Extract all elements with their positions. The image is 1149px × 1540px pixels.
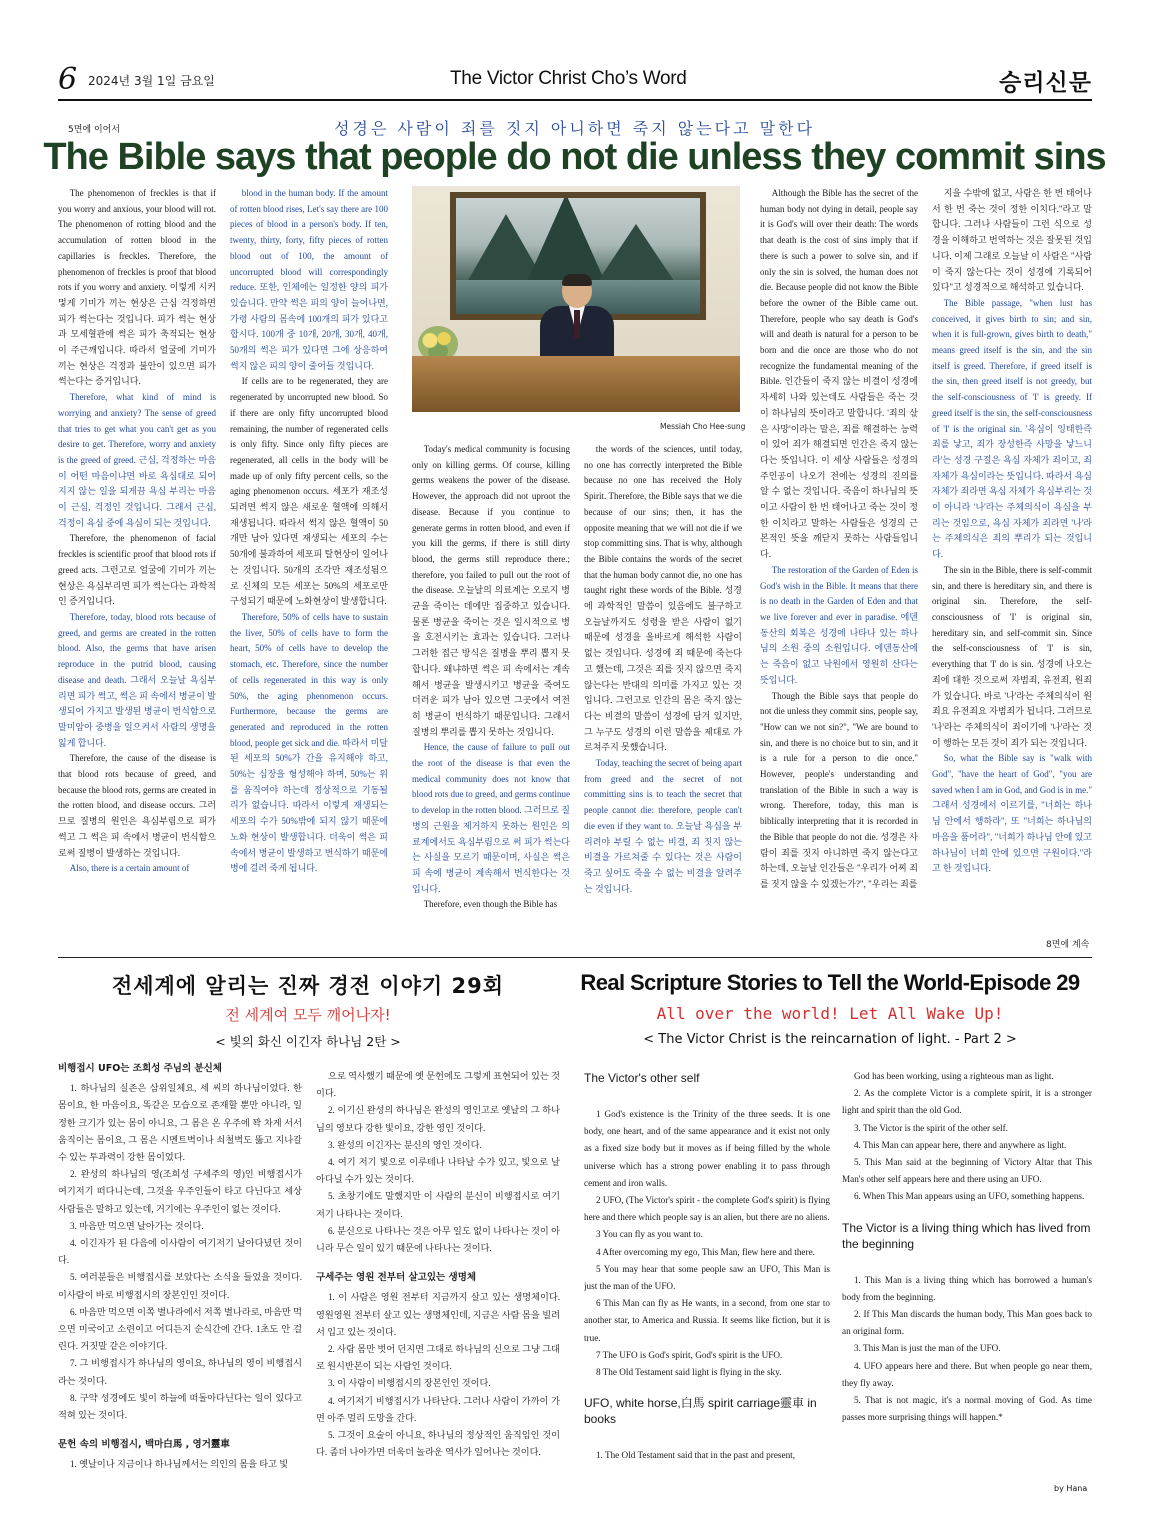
- series-paragraph: 4 After overcoming my ego, This Man, flew here and there.: [595, 1246, 815, 1257]
- article-paragraph: The Bible passage, "when lust has conceived, it gives birth to sin; and sin, when it is full-grown, gives birth to death," means greed itself is the sin, and the sin itself is greed. Therefore, if greed itself is the sin, then greed itself is not greedy, but the self-consciousness of 'I' is greedy. If greed itself is the sin, the self-consciousness of 'I' is the original sin. '욕심이 잉태한즉 죄를 낳고, 죄가 장성한즉 사망을 낳느니라'는 성경 구절은 욕심 자체가 죄이고, 죄 자체가 욕심이라는 뜻입니다. 따라서 욕심 자체가 죄라면 욕심 자체가 욕심부리는 것이 아니라 '나'라는 주체의식이 욕심을 부리는 것임으로, 욕심 자체가 죄라면 '나'라는 주체의식은 죄의 뿌리가 되는 것입니다.: [932, 297, 1092, 560]
- article-paragraph: blood in the human body. If the amount of rotten blood rises, Let's say there are 100 pieces of blood in a person's body. If ten, twenty, thirty, forty, fifty pieces of rotten blood out of 100, the amount of uncorrupted blood will correspondingly reduce. 또한, 인체에는 일정한 양의 피가 있습니다. 만약 썩은 피의 양이 늘어나면, 가령 사람의 몸속에 100개의 피가 있다고 합시다. 100개 중 10개, 20개, 30개, 40개, 50개의 썩은 피가 있다면 그에 상응하여 썩지 않은 피의 양이 줄어들 것입니다.: [230, 188, 388, 371]
- article-paragraph: Today, teaching the secret of being apart from greed and the secret of not committing sins is to teach the secret that people cannot die: therefore, people can't die even if they want to. 오늘날 욕심을 부리려야 부릴 수 없는 비결, 죄 짓지 않는 비결을 가르쳐줄 수 있다는 것은 사람이 죽고 싶어도 죽을 수 없는 비결을 알려주는 것입니다.: [584, 758, 742, 894]
- spacer: [842, 1206, 1092, 1218]
- section-divider: [58, 957, 1092, 958]
- series-paragraph: 7. 그 비행접시가 하나님의 영이요, 하나님의 영이 비행접시라는 것이다.: [58, 1358, 302, 1386]
- subsection-heading: 비행접시 UFO는 조희성 주님의 분신체: [58, 1063, 222, 1074]
- article-paragraph: The phenomenon of freckles is that if you worry and anxious, your blood will rot. The phenomenon of rotting blood and the accumulation of rotten blood in the capillaries is freckles. Therefore, the phenomenon of freckles is proof that blood rots if you worry and anxiety. 이렇게 시커멓게 기미가 끼는 현상은 근심 걱정하면 피가 썩는다는 것입니다. 피가 썩는 현상과 모세혈관에 썩은 피가 축적되는 현상이 주근깨입니다. 따라서 얼굴에 기미가 끼는 현상은 걱정과 불안이 있으면 피가 썩는다는 증거입니다.: [58, 188, 216, 387]
- article-paragraph: Also, there is a certain amount of: [69, 863, 190, 874]
- spacer: [584, 1094, 830, 1106]
- series-paragraph: 으로 역사했기 때문에 옛 문헌에도 그렇게 표현되어 있는 것이다.: [316, 1071, 560, 1099]
- series-paragraph: 1. This Man is a living thing which has borrowed a human's body from the beginning.: [842, 1274, 1092, 1302]
- article-paragraph: The restoration of the Garden of Eden is God's wish in the Bible. It means that there is no death in the Garden of Eden and that we live forever and ever in paradise. 에덴동산의 회복은 성경에 나타나 있는 하나님의 소원 중의 소원입니다. 에덴동산에는 죽음이 없고 낙원에서 영원히 산다는 뜻입니다.: [760, 564, 918, 685]
- series-paragraph: 2 UFO, (The Victor's spirit - the complete God's spirit) is flying here and there which people say is an alien, but there are no aliens.: [584, 1195, 830, 1223]
- series-paragraph: 6. 분신으로 나타나는 것은 아무 일도 없이 나타나는 것이 아니라 무슨 일이 있기 때문에 나타나는 것이다.: [316, 1225, 560, 1254]
- series-paragraph: 3. The Victor is the spirit of the other self.: [853, 1122, 1008, 1133]
- series-paragraph: 8. 구약 성경에도 빛이 하늘에 떠돌아다닌다는 일이 있다고 적혀 있는 것이다.: [58, 1392, 302, 1421]
- series-paragraph: 6 This Man can fly as He wants, in a second, from one star to another star, to America and Russia. It seems like fiction, but it is true.: [584, 1298, 830, 1343]
- series-part-english: < The Victor Christ is the reincarnation of light. - Part 2 >: [643, 1032, 1017, 1047]
- series-paragraph: 3. 마음만 먹으면 날아가는 것이다.: [69, 1220, 204, 1231]
- article-paragraph: Although the Bible has the secret of the human body not dying in detail, people say it is God's will over their death: The words that death is the cost of sins imply that if there is such a power to solve sin, and if only the sin is solved, the human does not die. Because people did not know the Bible before the owner of the Bible came out. Therefore, people who say death is God's will and death is natural for a person to be born and die once are those who do not recognize the fundamental meaning of the Bible. 인간들이 죽지 않는 비결이 성경에 자세히 나와 있는데도 사람들은 죽는 것이 하나님의 뜻이라고 말합니다. '죄의 삯은 사망'이라는 말은, 죄를 해결하는 능력이 있어 죄가 해결되면 인간은 죽지 않는다는 뜻입니다. 이 세상 사람들은 성경의 주인공이 나오기 전에는 성경의 진의를 알 수 없는 것입니다. 죽음이 하나님의 뜻이고 사람이 한 번 태어나고 죽는 것이 정한 이치라고 말하는 사람들은 성경의 근본적인 뜻을 깨닫지 못하는 사람들입니다.: [760, 188, 918, 560]
- desk: [412, 356, 740, 412]
- series-paragraph: 5. That is not magic, it's a normal moving of God. As time passes more surprising things will happen.*: [842, 1395, 1092, 1423]
- spacer: [316, 1257, 560, 1269]
- article-paragraph: Today's medical community is focusing only on killing germs. Of course, killing germs weakens the power of the disease. However, the approach did not uproot the disease. Because if you continue to generate germs in rotten blood, and even if you kill the germs, if there is still dirty blood, the germs still reproduce there.; therefore, you failed to pull out the root of the disease. 오늘날의 의료계는 오로지 병균을 죽이는 데에만 집중하고 있습니다. 물론 병균을 죽이는 것은 일시적으로 병을 호전시키는 효과는 있습니다. 그러나 그러한 접근 방식은 질병을 뿌리 뽑지 못합니다. 왜냐하면 썩은 피 속에서는 계속해서 병균을 발생시키고 병균을 죽여도 더러운 피가 남아 있으면 그곳에서 여전히 병균이 번식하기 때문입니다. 그래서 질병의 뿌리를 뽑지 못하는 것입니다.: [412, 444, 570, 737]
- series-paragraph: 1. The Old Testament said that in the past and present,: [595, 1450, 796, 1461]
- series-paragraph: 5. 초창기에도 말했지만 이 사람의 분신이 비행접시로 여기저기 나타나는 것이다.: [316, 1191, 560, 1219]
- headline-korean: 성경은 사람이 죄를 짓지 아니하면 죽지 않는다고 말한다: [333, 119, 816, 138]
- series-paragraph: 2. 완성의 하나님의 영(조희성 구세주의 영)인 비행접시가 여기저기 떠다니는데, 그것을 우주인들이 타고 다닌다고 세상 사람들은 말하고 있는데, 거기에는 우주인이 없는 것이다.: [58, 1169, 302, 1214]
- article-paragraph: If cells are to be regenerated, they are regenerated by uncorrupted new blood. So if there are only fifty uncorrupted blood remaining, the number of regenerated cells is only fifty. Since only fifty pieces are regenerated, all cells in the body will be made up of only fifty percent cells, so the aging phenomenon occurs. 세포가 재조성되려면 썩지 않은 새로운 혈액에 의해서 재생됩니다. 따라서 썩지 않은 혈액이 50개만 남아 있다면 재생되는 세포의 수는 50개에 불과하여 세포피 탈현상이 일어나는 것입니다. 50개의 조각만 재조성됨으로 신체의 모든 세포는 50%의 세포로만 구성되기 때문에 노화현상이 발생합니다.: [230, 376, 388, 607]
- messiah-photo: [412, 186, 740, 412]
- subsection-heading: The Victor's other self: [584, 1071, 700, 1085]
- section-title: The Victor Christ Cho’s Word: [450, 68, 687, 89]
- photo-caption: Messiah Cho Hee-sung: [660, 422, 746, 431]
- subsection-heading: UFO, white horse,白馬 spirit carriage靈車 in books: [584, 1396, 817, 1427]
- series-paragraph: 5. This Man said at the beginning of Victory Altar that This Man's other self appears here and there using an UFO.: [842, 1157, 1092, 1185]
- series-title-korean: 전세계에 알리는 진짜 경전 이야기 29회: [111, 974, 505, 998]
- article-paragraph: So, what the Bible say is "walk with God", "have the heart of God", "you are saved when I am in God, and God is in me." 그래서 성경에서 이르기를, "너희는 하나님 안에서 행하라", 또 "너희는 하나님의 마음을 품어라", "너희가 하나님 안에 있고 하나님이 너희 안에 있으면 구원이다."라고 한 것입니다.: [932, 753, 1092, 874]
- subsection-heading: The Victor is a living thing which has lived from the beginning: [842, 1220, 1091, 1251]
- series-paragraph: 6. 마음만 먹으면 이쪽 별나라에서 저쪽 별나라로, 마음만 먹으면 미국이고 소련이고 어디든지 순식간에 간다. 1초도 안 걸린다. 거짓말 같은 이야기다.: [58, 1306, 302, 1352]
- series-paragraph: 4. 여기저기 비행접시가 나타난다. 그러나 사람이 가까이 가면 아주 멀리 도망을 간다.: [316, 1395, 560, 1423]
- series-paragraph: 4. 이긴자가 된 다음에 이사람이 여기저기 날아다녔던 것이다.: [58, 1238, 302, 1266]
- article-column-4: [584, 442, 742, 952]
- series-subtitle-english: All over the world! Let All Wake Up!: [656, 1004, 1004, 1023]
- series-english-column-2: [842, 1068, 1092, 1484]
- series-paragraph: 5 You may hear that some people saw an UFO, This Man is just the man of the UFO.: [584, 1263, 830, 1292]
- article-paragraph: Hence, the cause of failure to pull out the root of the disease is that even the medical community does not know that blood rots due to greed, and germs continue to develop in the rotten blood. 그러므로 질병의 근원을 제거하지 못하는 원인은 의료계에서도 욕심부림으로 써 피가 썩는다는 사실을 모르기 때문이며, 사실은 썩은 피 속에 병균이 계속해서 번식한다는 것입니다.: [412, 742, 570, 894]
- series-paragraph: 1 God's existence is the Trinity of the three seeds. It is one body, one heart, and of the same appearance and it exist not only as a fixed size body but it moves as if being filled by the whole universe which has a strong power enabling it to pass through cement and iron walls.: [584, 1109, 830, 1188]
- series-subtitle-korean: 전 세계여 모두 깨어나자!: [225, 1006, 391, 1024]
- series-paragraph: 2. If This Man discards the human body, This Man goes back to an original form.: [842, 1309, 1092, 1337]
- masthead: [58, 60, 1092, 96]
- series-paragraph: 6. When This Man appears using an UFO, something happens.: [853, 1191, 1085, 1202]
- subsection-heading: 구세주는 영원 전부터 살고있는 생명체: [316, 1272, 477, 1284]
- article-paragraph: Therefore, what kind of mind is worrying and anxiety? The sense of greed that tries to get what you can't get as you desire to get. Therefore, worry and anxiety is the greed of greed. 근심, 걱정하는 마음이 어떤 마음이냐면 바로 욕심대로 되어지지 않는 일을 되게끔 욕심 부리는 마음이 근심, 걱정인 것입니다. 그래서 근심, 걱정이 욕심 중에 욕심이 되는 것입니다.: [58, 392, 216, 528]
- series-paragraph: 5. 그것이 요술이 아니요, 하나님의 정상적인 움직임인 것이다. 좀더 나아가면 더욱더 놀라운 역사가 일어나는 것이다.: [316, 1430, 560, 1458]
- continued-to-tag: 8면에 계속: [1046, 940, 1090, 950]
- article-column-1: [58, 186, 216, 952]
- spacer: [584, 1381, 830, 1393]
- series-paragraph: 2. 사람 몸만 벗어 던지면 그대로 하나님의 신으로 그냥 그대로 원시반본이 되는 사람인 것이다.: [316, 1344, 560, 1372]
- article-paragraph: Therefore, the cause of the disease is that blood rots because of greed, and because the blood rots, germs are created in the rotten blood, and disease occurs. 그러므로 질병의 원인은 욕심부림으로 피가 썩고 그 썩은 피 속에서 병균이 번식함으로써 질병이 발생하는 것입니다.: [58, 753, 216, 858]
- spacer: [842, 1260, 1092, 1272]
- series-paragraph: 5. 여러분들은 비행접시를 보았다는 소식을 들었을 것이다. 이사람이 바로 비행접시의 장본인인 것이다.: [58, 1272, 302, 1300]
- series-part-korean: < 빛의 화신 이긴자 하나님 2탄 >: [215, 1034, 401, 1049]
- series-paragraph: 1. 옛날이나 지금이나 하나님께서는 의인의 몸을 타고 빛: [69, 1459, 289, 1470]
- article-paragraph: Therefore, the phenomenon of facial freckles is scientific proof that blood rots if greed acts. 그런고로 얼굴에 기미가 끼는 현상은 욕심부리면 피가 썩는다는 과학적인 증거입니다.: [58, 533, 216, 607]
- series-korean-column-1: [58, 1060, 302, 1536]
- series-paragraph: 2. 이기신 완성의 하나님은 완성의 영인고로 옛날의 그 하나님의 영보다 강한 빛이요, 강한 영인 것이다.: [316, 1105, 560, 1133]
- article-column-2: [230, 186, 388, 952]
- article-paragraph: Therefore, today, blood rots because of greed, and germs are created in the rotten blood. Also, the germs that have arisen reproduce in the putrid blood, causing disease and death. 그래서 오늘날 욕심부리면 피가 썩고, 썩은 피 속에서 병균이 발생되어 가지고 발생된 병균이 번식함으로 말미암아 중병을 일으켜서 사람의 생명을 잃게 합니다.: [58, 611, 216, 748]
- article-paragraph: Though the Bible says that people do not die unless they commit sins, people say, "How can we not sin?", "We are bound to sin, and there is no choice but to sin, and it is a rule for a person to die once." However, people's understanding and translation of the Bible in such a way is wrong. Therefore, today, this man is biblically interpreting that it is recorded in the Bible that people do not die. 성경은 사람이 죄를 짓지 아니하면 죽지 않는다고 하는데, 오늘날 인간들은 "우리가 어찌 죄를 짓지 않을 수 있겠는가?", "우리는 죄를: [760, 690, 918, 889]
- series-paragraph: God has been working, using a righteous man as light.: [853, 1071, 1054, 1081]
- article-paragraph: Therefore, 50% of cells have to sustain the liver, 50% of cells have to form the heart, 50% of cells have to develop the stomach, etc. Therefore, since the number of cells regenerated in this way is only 50%, the aging phenomenon occurs. Furthermore, because the germs are generated and reproduced in the rotten blood, people get sick and die. 따라서 미달된 세포의 50%가 간을 유지해야 하고, 50%는 심장을 형성해야 하며, 50%는 위를 움직여야 하는데 정상적으로 기동될 리가 없습니다. 따라서 이렇게 재생되는 세포의 수가 50%밖에 되지 않기 때문에 노화 현상이 발생합니다. 더욱이 썩은 피 속에서 병균이 발생하고 번식하기 때문에 병에 걸려 죽게 됩니다.: [230, 611, 388, 874]
- series-paragraph: 8 The Old Testament said light is flying in the sky.: [595, 1367, 782, 1378]
- series-paragraph: 3 You can fly as you want to.: [595, 1229, 703, 1240]
- series-paragraph: 3. This Man is just the man of the UFO.: [853, 1343, 1001, 1354]
- article-column-5: [760, 186, 918, 952]
- series-title-english: Real Scripture Stories to Tell the World-Episode 29: [580, 970, 1080, 995]
- newspaper-brand: 승리신문: [999, 70, 1092, 96]
- article-paragraph: Therefore, even though the Bible has: [423, 899, 558, 910]
- series-paragraph: 2. As the complete Victor is a complete spirit, it is a stronger light and spirit than the old God.: [842, 1088, 1092, 1116]
- spacer: [58, 1424, 302, 1436]
- series-paragraph: 1. 이 사람은 영원 전부터 지금까지 살고 있는 생명체이다. 영원영원 전부터 살고 있는 생명체인데, 지금은 사람 몸을 빌려서 입고 있는 것이다.: [316, 1292, 560, 1337]
- series-paragraph: 3. 완성의 이긴자는 분신의 영인 것이다.: [327, 1139, 482, 1150]
- article-paragraph: The sin in the Bible, there is self-commit sin, and there is hereditary sin, and there is original sin. Therefore, the self-consciousness of 'I' is original sin, hereditary sin, and self-commit sin. Since the self-consciousness of 'I' is sin, everything that 'I' do is sin. 성경에 나오는 죄에 대한 것으로써 자범죄, 유전죄, 원죄가 있습니다. 바로 '나'라는 주체의식이 원죄요 유전죄요 자범죄가 됩니다. 그러므로 '나'라는 주체의식이 죄이기에 '나'라는 것이 행하는 모든 것이 죄가 되는 것입니다.: [932, 564, 1092, 748]
- series-paragraph: 7 The UFO is God's spirit, God's spirit is the UFO.: [595, 1349, 783, 1360]
- headline-english: The Bible says that people do not die unless they commit sins: [43, 136, 1106, 178]
- masthead-rule: [58, 99, 1092, 101]
- article-column-3: [412, 442, 570, 952]
- series-paragraph: 4. 여기 저기 빛으로 이루테나 나타날 수가 있고, 빛으로 날아다닐 수가 있는 것이다.: [316, 1157, 560, 1185]
- series-byline: by Hana: [1054, 1484, 1088, 1493]
- issue-date: 2024년 3월 1일 금요일: [88, 74, 215, 88]
- series-paragraph: 4. UFO appears here and there. But when people go near them, they fly away.: [842, 1360, 1092, 1388]
- series-paragraph: 3. 이 사람이 비행접시의 장본인인 것이다.: [327, 1378, 491, 1389]
- series-korean-column-2: [316, 1068, 560, 1536]
- article-column-6: [932, 186, 1092, 934]
- continued-from-tag: 5면에 이어서: [68, 125, 121, 135]
- series-english-column-1: [584, 1068, 830, 1536]
- page-number: 6: [58, 62, 78, 97]
- series-paragraph: 1. 하나님의 실존은 삼위일체요, 세 씨의 하나님이었다. 한 몸이요, 한 마음이요, 똑같은 모습으로 존재할 뿐만 아니라, 일정한 크기가 있는 몸이 아니요, 그 몸은 온 우주에 꽉 차게 서서 움직이는 몸이요, 그 몸은 시멘트벽이나 쇠철벽도 뚫고 지나갈 수 있는 투과력이 강한 몸이었다.: [58, 1083, 302, 1163]
- article-paragraph: the words of the sciences, until today, no one has correctly interpreted the Bible because no one has received the Holy Spirit. Therefore, the Bible says that we die because of our sins; then, it has the opposite meaning that we will not die if we stop committing sins. That is why, although the Bible contains the words of the secret that the human body cannot die, no one has taught right these words of the Bible. 성경에 과학적인 말씀이 있음에도 불구하고 오늘날까지도 성령을 받은 사람이 없기 때문에 성경을 올바르게 해석한 사람이 없는 것입니다. 성경에 죄 때문에 죽는다고 했는데, 그것은 죄를 짓지 않으면 죽지 않는다는 반대의 의미를 가지고 있는 것입니다. 그런고로 인간의 몸은 죽지 않는다는 비결의 말씀이 성경에 담겨 있지만, 그 누구도 성경의 이런 말씀을 제대로 가르쳐주지 못했습니다.: [584, 444, 742, 753]
- series-paragraph: 4. This Man can appear here, there and anywhere as light.: [853, 1139, 1067, 1150]
- spacer: [584, 1435, 830, 1447]
- article-paragraph: 지을 수밖에 없고, 사람은 한 번 태어나서 한 번 죽는 것이 정한 이치다."라고 말합니다. 그러나 사람들이 그런 식으로 성경을 이해하고 번역하는 것은 잘못된 것입니다. 이제 그래로 오늘날 이 사람은 "사람이 죽지 않는다는 것이 성경에 기록되어 있다"고 성경적으로 해석하고 있습니다.: [932, 188, 1092, 293]
- subsection-heading: 문헌 속의 비행접시, 백마白馬 , 영거靈車: [58, 1439, 230, 1451]
